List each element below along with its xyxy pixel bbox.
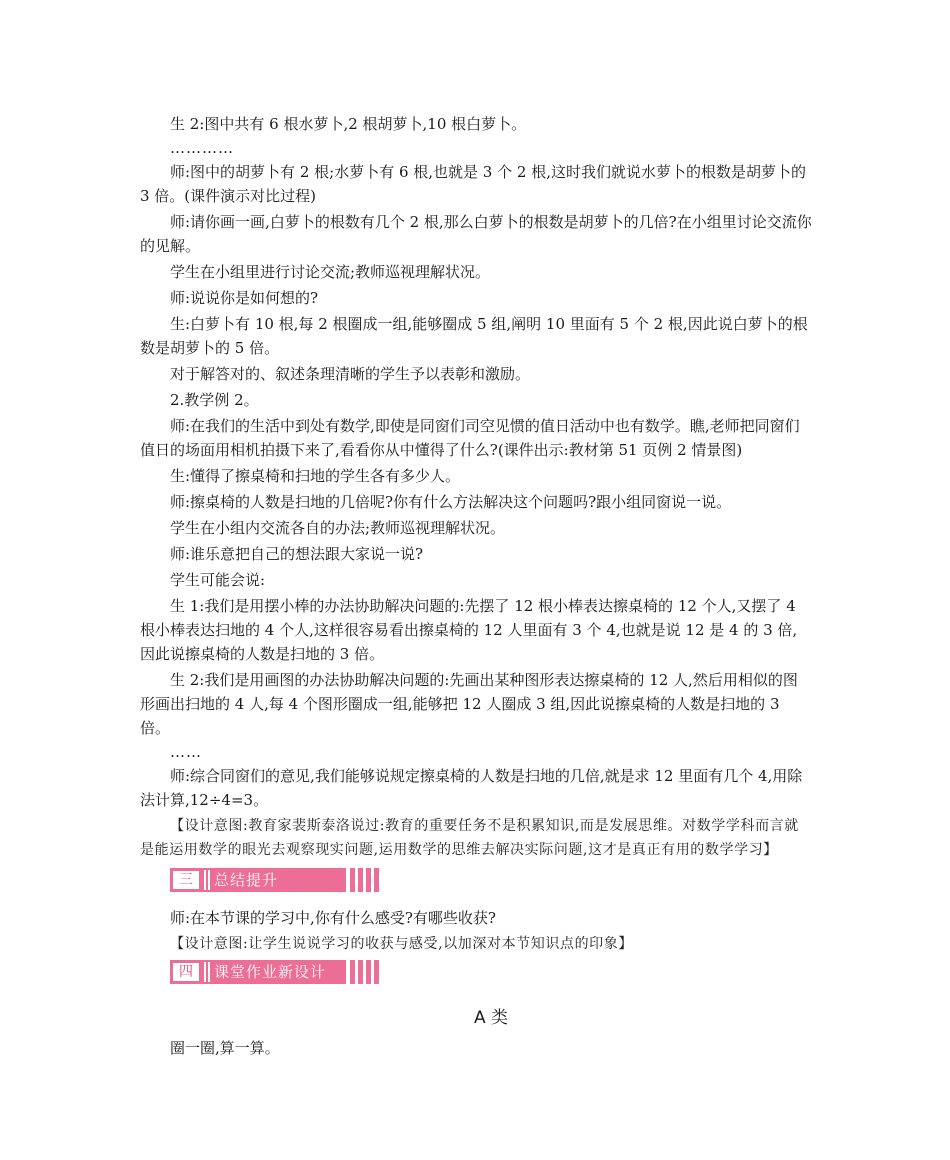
paragraph: 师:说说你是如何想的? — [170, 289, 319, 307]
section-stripe — [374, 960, 379, 984]
section-stripe — [374, 868, 379, 892]
ellipsis: …… — [170, 743, 202, 761]
section-header-3 — [170, 868, 380, 892]
paragraph: 师:综合同窗们的意见,我们能够说规定擦桌椅的人数是扫地的几倍,就是求 12 里面有几个 4,用除法计算,12÷4=3。 — [140, 767, 803, 809]
paragraph: 圈一圈,算一算。 — [170, 1039, 280, 1057]
section-divider — [204, 962, 206, 982]
section-stripe — [350, 960, 355, 984]
paragraph: 师:请你画一画,白萝卜的根数有几个 2 根,那么白萝卜的根数是胡萝卜的几倍?在小组里讨论交流你的见解。 — [140, 213, 812, 255]
paragraph: 师:谁乐意把自己的想法跟大家说一说? — [170, 545, 424, 563]
paragraph: 生:白萝卜有 10 根,每 2 根圈成一组,能够圈成 5 组,阐明 10 里面有 5 个 2 根,因此说白萝卜的根数是胡萝卜的 5 倍。 — [140, 315, 808, 357]
section-number: 三 — [172, 870, 200, 890]
paragraph: 学生可能会说: — [170, 571, 266, 589]
section-header-4 — [170, 960, 380, 984]
section-divider — [208, 870, 210, 890]
section-stripe — [350, 868, 355, 892]
paragraph: 师:在本节课的学习中,你有什么感受?有哪些收获? — [170, 909, 496, 927]
section-stripe — [366, 868, 371, 892]
section-divider — [204, 870, 206, 890]
section-number: 四 — [172, 962, 200, 982]
paragraph: 生 1:我们是用摆小棒的办法协助解决问题的:先摆了 12 根小棒表达擦桌椅的 12 个人,又摆了 4 根小棒表达扫地的 4 个人,这样很容易看出擦桌椅的 12 人里面有 3 个 4,也就是说 12 是 4 的 3 倍,因此说擦桌椅的人数是扫地的 3 倍。 — [140, 597, 798, 663]
paragraph: 对于解答对的、叙述条理清晰的学生予以表彰和激励。 — [170, 365, 531, 383]
paragraph: 生 2:图中共有 6 根水萝卜,2 根胡萝卜,10 根白萝卜。 — [170, 115, 527, 133]
section-stripe — [366, 960, 371, 984]
section-title: 总结提升 — [214, 871, 279, 889]
paragraph: 师:擦桌椅的人数是扫地的几倍呢?你有什么方法解决这个问题吗?跟小组同窗说一说。 — [170, 493, 732, 511]
paragraph: 2.教学例 2。 — [170, 391, 259, 409]
category-title: A 类 — [473, 1008, 509, 1028]
design-intent-note: 【设计意图:让学生说说学习的收获与感受,以加深对本节知识点的印象】 — [170, 936, 633, 952]
paragraph: 学生在小组里进行讨论交流;教师巡视理解状况。 — [170, 263, 491, 281]
paragraph: 生 2:我们是用画图的办法协助解决问题的:先画出某种图形表达擦桌椅的 12 人,然后用相似的图形画出扫地的 4 人,每 4 个图形圈成一组,能够把 12 人圈成 3 组,因此说擦桌椅的人数是扫地的 3 倍。 — [140, 671, 798, 737]
section-divider — [208, 962, 210, 982]
section-stripe — [358, 868, 363, 892]
design-intent-note: 【设计意图:教育家裴斯泰洛说过:教育的重要任务不是积累知识,而是发展思维。对数学学科而言就是能运用数学的眼光去观察现实问题,运用数学的思维去解决实际问题,这才是真正有用的数学学习】 — [140, 818, 799, 858]
section-title: 课堂作业新设计 — [214, 963, 327, 981]
ellipsis: ………… — [170, 139, 234, 157]
document-body — [140, 112, 812, 1062]
paragraph: 师:图中的胡萝卜有 2 根;水萝卜有 6 根,也就是 3 个 2 根,这时我们就说水萝卜的根数是胡萝卜的 3 倍。(课件演示对比过程) — [140, 163, 806, 205]
section-stripe — [358, 960, 363, 984]
paragraph: 师:在我们的生活中到处有数学,即使是同窗们司空见惯的值日活动中也有数学。瞧,老师把同窗们值日的场面用相机拍摄下来了,看看你从中懂得了什么?(课件出示:教材第 51 页例 2 情景图) — [140, 417, 800, 459]
paragraph: 生:懂得了擦桌椅和扫地的学生各有多少人。 — [170, 467, 461, 485]
paragraph: 学生在小组内交流各自的办法;教师巡视理解状况。 — [170, 519, 506, 537]
